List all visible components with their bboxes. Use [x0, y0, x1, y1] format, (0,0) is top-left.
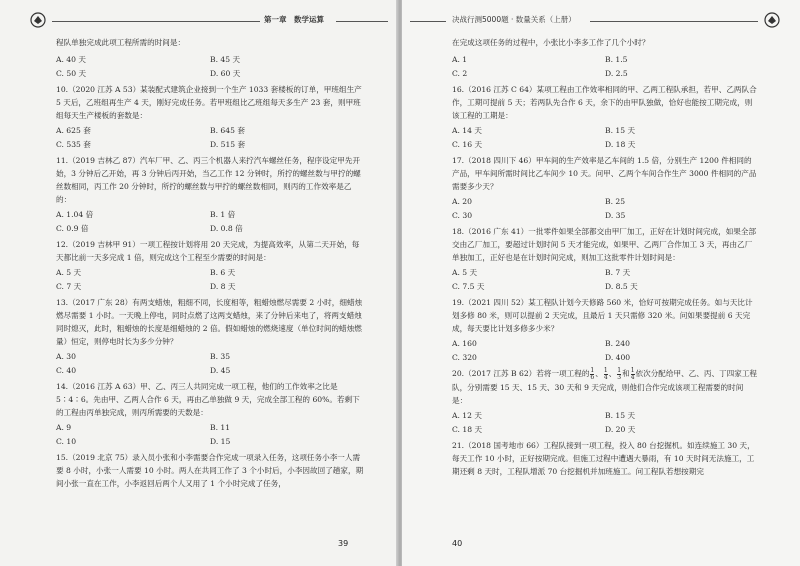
header-rule: [336, 21, 388, 22]
right-page-body: [452, 36, 758, 480]
continued-text: 程队单独完成此项工程所需的时间是：: [56, 38, 186, 47]
question-text: 13.（2017 广东 28）有两支蜡烛，粗细不同，长度相等，粗蜡烛燃尽需要 2 小时，细蜡烛燃尽需要 1 小时。一天晚上停电，同时点燃了这两支蜡烛，来了分钟后来电了，将两支蜡烛同时熄灭，此时，粗蜡烛的长度是细蜡烛的 2 倍。假如蜡烛的燃烧速度（单位时间的蜡烛燃量）恒定，则停电时长为多少分钟？: [56, 298, 363, 346]
header-rule: [52, 21, 260, 22]
option-b: B. 1.5: [605, 55, 628, 64]
fraction-numerator: 1: [630, 366, 635, 374]
answer-options: [56, 421, 364, 434]
option-b: D. 60 天: [210, 69, 241, 78]
answer-options: [56, 222, 364, 235]
option-b: D. 20 天: [605, 424, 636, 434]
option-a: C. 320: [452, 353, 477, 362]
option-a: A. 14 天: [452, 126, 482, 135]
option-a: C. 0.9 倍: [56, 224, 89, 233]
option-b: B. 1 倍: [210, 210, 236, 219]
logo-icon: [764, 12, 780, 28]
option-a: C. 10: [56, 437, 77, 446]
page-number: 40: [452, 539, 463, 548]
answer-options: [452, 53, 758, 66]
answer-options: [56, 67, 364, 80]
option-b: B. 6 天: [210, 268, 236, 277]
answer-options: [452, 266, 758, 279]
option-b: D. 8 天: [210, 282, 236, 291]
answer-options: [452, 209, 758, 222]
fraction: [631, 368, 635, 381]
answer-options: [452, 423, 758, 436]
question-text-part: 和: [622, 369, 630, 378]
option-a: C. 535 套: [56, 140, 91, 149]
option-a: C. 7.5 天: [452, 282, 485, 291]
fraction-denominator: 4: [630, 373, 635, 381]
option-a: A. 5 天: [56, 268, 82, 277]
option-a: C. 30: [452, 211, 473, 220]
option-b: B. 15 天: [605, 410, 636, 420]
option-b: B. 45 天: [210, 55, 241, 64]
fraction: [604, 368, 608, 381]
answer-options: [452, 124, 758, 137]
answer-options: [56, 124, 364, 137]
option-a: A. 1.04 倍: [56, 210, 94, 219]
question-text: 12.（2019 吉林甲 91）一项工程按计划将用 20 天完成，为提高效率，从第二天开始，每天都比前一天多完成 1 倍，则完成这个工程至少需要的时间是：: [56, 240, 360, 262]
book-title: 决战行测5000题 · 数量关系（上册）: [452, 15, 576, 24]
answer-options: [452, 337, 758, 350]
page-number: 39: [338, 539, 349, 548]
header-rule: [590, 21, 758, 22]
question-text: 14.（2016 江苏 A 63）甲、乙、丙三人共同完成一项工程，他们的工作效率之比是 5∶4∶6。先由甲、乙两人合作 6 天，再由乙单独做 9 天，完成全部工程的 60%。若剩下的工程由丙单独完成，则丙所需要的天数是：: [56, 382, 360, 417]
answer-options: [452, 67, 758, 80]
header-rule: [410, 21, 446, 22]
option-b: D. 515 套: [210, 140, 246, 149]
continued-text: 在完成这项任务的过程中，小张比小李多工作了几个小时？: [452, 38, 650, 47]
option-b: B. 240: [605, 339, 630, 348]
option-a: A. 160: [452, 339, 477, 348]
question-text: 20.（2017 江苏 B 62）若将一项工程的 $\frac{1}{6}$ 、 $\frac{1}{4}$ 、 $\frac{1}{3}$ 和 $\frac{1}{4}$ 依次分配给甲、乙、丙、丁四家工程队，分别需要 15 天、15 天、30 天和 9 天完成，则他们合作完成该项工程需要的时间是：: [452, 366, 758, 405]
chapter-title: 第一章 数学运算: [264, 15, 324, 24]
answer-options: [56, 435, 364, 448]
option-a: C. 7 天: [56, 282, 82, 291]
fraction-denominator: 3: [617, 373, 622, 381]
option-b: D. 15: [210, 437, 231, 446]
answer-options: [452, 138, 758, 151]
right-page-header: [402, 10, 800, 30]
option-b: D. 18 天: [605, 140, 636, 149]
option-b: B. 11: [210, 423, 231, 432]
option-a: C. 16 天: [452, 140, 483, 149]
fraction-numerator: 1: [617, 366, 622, 374]
question-text: 11.（2019 吉林乙 87）汽车厂甲、乙、丙三个机器人来拧汽车螺丝任务，程序设定甲先开始，3 分钟后乙开始，再 3 分钟后丙开始，当乙工作 12 分钟时，所拧的螺丝数与甲拧的螺丝数相同，丙工作 20 分钟时，所拧的螺丝数与甲拧的螺丝数相同，则丙的工作效率是乙的：: [56, 156, 361, 204]
option-b: B. 645 套: [210, 126, 245, 135]
fraction: [590, 368, 594, 381]
question-text: 19.（2021 四川 52）某工程队计划今天修路 560 米，恰好可按期完成任务。如与天比计划多修 80 米，则可以提前 2 天完成，且最后 1 天只需修 320 米。问如果要提前 6 天完成，每天要比计划多修多少米？: [452, 298, 753, 333]
option-b: D. 45: [210, 366, 231, 375]
question-text: 15.（2019 北京 75）录入员小张和小李需要合作完成一项录入任务，这项任务小李一人需要 8 小时，小张一人需要 10 小时。两人在共同工作了 3 个小时后，小李因故回了趟家，期间小张一直在工作，小李返回后两个人又用了 1 个小时完成了任务，: [56, 453, 364, 488]
question-text: 17.（2018 四川下 46）甲车间的生产效率是乙车间的 1.5 倍，分别生产 1200 件相同的产品，甲车间所需时间比乙车间少 10 天。问甲、乙两个车间合作生产 3000 件相同的产品需要多少天？: [452, 156, 757, 191]
answer-options: [56, 350, 364, 363]
answer-options: [56, 364, 364, 377]
question-text: 10.（2020 江苏 A 53）某装配式建筑企业接到一个生产 1033 套楼板的订单，甲班组生产 5 天后，乙班组再生产 4 天，刚好完成任务。若甲班组比乙班组每天多生产 23 套，则甲班组每天生产楼板的套数是：: [56, 85, 362, 120]
question-text-part: 20.（2017 江苏 B 62）若将一项工程的: [452, 369, 590, 378]
answer-options: [56, 138, 364, 151]
option-b: B. 7 天: [605, 268, 631, 277]
logo-icon: [30, 12, 46, 28]
fraction-denominator: 6: [590, 373, 595, 381]
option-a: A. 30: [56, 352, 76, 361]
option-a: A. 20: [452, 197, 472, 206]
option-b: D. 35: [605, 211, 626, 220]
question-text: 16.（2016 江苏 C 64）某项工程由工作效率相同的甲、乙两工程队承担，若甲、乙两队合作，工期可提前 5 天；若两队先合作 6 天，余下的由甲队独做，恰好也能按工期完成，则该工程的工期是：: [452, 85, 757, 120]
answer-options: [56, 53, 364, 66]
fraction-denominator: 4: [603, 373, 608, 381]
option-a: C. 40: [56, 366, 77, 375]
option-a: A. 12 天: [452, 410, 482, 420]
question-text: 21.（2018 国考地市 66）工程队接到一项工程，投入 80 台挖掘机。如连续施工 30 天，每天工作 10 小时，正好按期完成。但施工过程中遭遇大暴雨，有 10 天时间无法施工，工期还剩 8 天时，工程队增派 70 台挖掘机并加班施工。问工程队若想按期完: [452, 440, 755, 476]
option-a: A. 9: [56, 423, 72, 432]
option-a: C. 50 天: [56, 69, 87, 78]
answer-options: [56, 280, 364, 293]
answer-options: [452, 195, 758, 208]
left-page-header: [0, 10, 398, 30]
option-a: A. 40 天: [56, 55, 86, 64]
option-b: D. 2.5: [605, 69, 628, 78]
answer-options: [56, 208, 364, 221]
option-b: D. 8.5 天: [605, 282, 638, 291]
answer-options: [452, 351, 758, 364]
option-a: C. 2: [452, 69, 468, 78]
answer-options: [56, 266, 364, 279]
answer-options: [452, 280, 758, 293]
fraction-numerator: 1: [603, 366, 608, 374]
option-a: A. 1: [452, 55, 468, 64]
option-b: B. 25: [605, 197, 626, 206]
option-b: B. 15 天: [605, 126, 636, 135]
option-a: A. 5 天: [452, 268, 478, 277]
option-b: B. 35: [210, 352, 231, 361]
option-b: D. 400: [605, 353, 631, 362]
question-text: 18.（2016 广东 41）一批零件如果全部都交由甲厂加工，正好在计划时间完成，如果全部交由乙厂加工，要超过计划时间 5 天才能完成，如果甲、乙两厂合作加工 3 天，再由乙厂单独加工，正好也是在计划时间完成，则加工这批零件计划时间是：: [452, 227, 757, 262]
left-page: [0, 0, 398, 566]
option-b: D. 0.8 倍: [210, 224, 243, 233]
fraction-numerator: 1: [590, 366, 595, 374]
question-text-part: 依次分配给甲、乙、丙、丁四家工程队，分别需要 15 天、15 天、30 天和 9 天完成，则他们合作完成该项工程需要的时间是：: [452, 369, 758, 405]
fraction: [617, 368, 621, 381]
left-page-body: [56, 36, 364, 492]
option-a: C. 18 天: [452, 424, 483, 434]
answer-options: [452, 409, 758, 422]
option-a: A. 625 套: [56, 126, 91, 135]
right-page: [402, 0, 800, 566]
